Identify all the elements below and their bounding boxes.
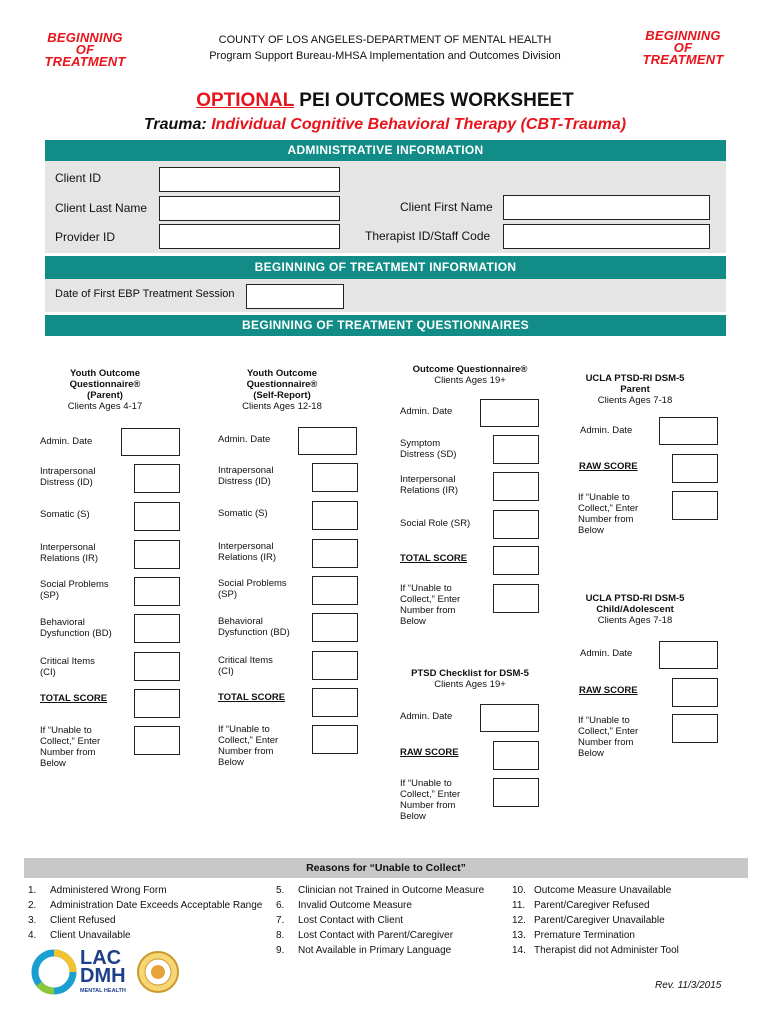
ucla-parent-heading: UCLA PTSD-RI DSM-5 Parent Clients Ages 7-18: [585, 373, 685, 406]
yoq-self-sp-field[interactable]: [312, 576, 358, 605]
reason-item: 7. Lost Contact with Client: [276, 915, 404, 926]
reasons-col-2: [276, 883, 506, 958]
first-ebp-date-label: Date of First EBP Treatment Session: [55, 288, 235, 300]
reason-item: 6. Invalid Outcome Measure: [276, 900, 412, 911]
county-seal-icon: [136, 950, 180, 994]
pcl-raw-label: RAW SCORE: [400, 747, 459, 758]
bot-info-header: BEGINNING OF TREATMENT INFORMATION: [45, 256, 726, 279]
yoq-self-admin-date-label: Admin. Date: [218, 434, 271, 445]
pcl-utc-label: If “Unable to Collect,” Enter Number from Below: [400, 778, 461, 822]
reason-item: 13. Premature Termination: [512, 930, 635, 941]
oq-admin-date-field[interactable]: [480, 399, 539, 427]
oq-ir-label: Interpersonal Relations (IR): [400, 474, 459, 496]
reason-item: 14. Therapist did not Administer Tool: [512, 945, 679, 956]
yoq-self-ci-field[interactable]: [312, 651, 358, 680]
oq-sr-label: Social Role (SR): [400, 518, 471, 529]
client-id-field[interactable]: [159, 167, 340, 192]
reason-item: 5. Clinician not Trained in Outcome Measure: [276, 885, 485, 896]
ucla-child-heading: UCLA PTSD-RI DSM-5 Child/Adolescent Clients Ages 7-18: [585, 593, 685, 626]
oq-utc-label: If “Unable to Collect,” Enter Number from Below: [400, 583, 461, 627]
yoq-self-heading: Youth Outcome Questionnaire® (Self-Report) Clients Ages 12-18: [242, 368, 322, 412]
yoq-parent-total-field[interactable]: [134, 689, 180, 718]
ucla-child-admin-date-field[interactable]: [659, 641, 718, 669]
client-last-name-label: Client Last Name: [55, 201, 148, 215]
ucla-parent-raw-label: RAW SCORE: [579, 461, 638, 472]
bot-label-right: BEGINNING OF TREATMENT: [642, 28, 724, 67]
yoq-self-ir-field[interactable]: [312, 539, 358, 568]
yoq-self-utc-label: If “Unable to Collect,” Enter Number from Below: [218, 724, 279, 768]
first-ebp-date-field[interactable]: [246, 284, 344, 309]
logo-sub-text: MENTAL HEALTH: [80, 988, 126, 994]
oq-sd-label: Symptom Distress (SD): [400, 438, 457, 460]
oq-ir-field[interactable]: [493, 472, 539, 501]
ucla-parent-raw-field[interactable]: [672, 454, 718, 483]
oq-utc-field[interactable]: [493, 584, 539, 613]
pcl-utc-field[interactable]: [493, 778, 539, 807]
reason-item: 11. Parent/Caregiver Refused: [512, 900, 650, 911]
reason-item: 10. Outcome Measure Unavailable: [512, 885, 672, 896]
yoq-self-total-label: TOTAL SCORE: [218, 692, 286, 703]
yoq-self-admin-date-field[interactable]: [298, 427, 357, 455]
yoq-parent-bd-field[interactable]: [134, 614, 180, 643]
oq-sr-field[interactable]: [493, 510, 539, 539]
client-first-name-label: Client First Name: [400, 200, 493, 214]
logo-ring-gold: [54, 953, 73, 972]
reason-item: 12. Parent/Caregiver Unavailable: [512, 915, 665, 926]
yoq-parent-bd-label: Behavioral Dysfunction (BD): [40, 617, 112, 639]
reason-item: 8. Lost Contact with Parent/Caregiver: [276, 930, 454, 941]
yoq-self-id-label: Intrapersonal Distress (ID): [218, 465, 274, 487]
pcl-admin-date-field[interactable]: [480, 704, 539, 732]
yoq-parent-total-label: TOTAL SCORE: [40, 693, 108, 704]
yoq-parent-admin-date-field[interactable]: [121, 428, 180, 456]
yoq-parent-ci-label: Critical Items (CI): [40, 656, 95, 678]
reasons-col-3: [512, 883, 752, 958]
oq-total-field[interactable]: [493, 546, 539, 575]
pcl-raw-field[interactable]: [493, 741, 539, 770]
reasons-header: Reasons for “Unable to Collect”: [24, 858, 748, 878]
yoq-self-s-label: Somatic (S): [218, 508, 268, 519]
reason-item: 1. Administered Wrong Form: [28, 885, 167, 896]
ucla-parent-utc-field[interactable]: [672, 491, 718, 520]
yoq-self-bd-label: Behavioral Dysfunction (BD): [218, 616, 290, 638]
ucla-child-raw-field[interactable]: [672, 678, 718, 707]
reason-item: 9. Not Available in Primary Language: [276, 945, 452, 956]
ucla-child-utc-field[interactable]: [672, 714, 718, 743]
reason-item: 2. Administration Date Exceeds Acceptable Range: [28, 900, 263, 911]
oq-heading: Outcome Questionnaire® Clients Ages 19+: [412, 364, 528, 386]
ucla-parent-admin-date-label: Admin. Date: [580, 425, 633, 436]
yoq-self-bd-field[interactable]: [312, 613, 358, 642]
ucla-parent-admin-date-field[interactable]: [659, 417, 718, 445]
therapist-id-label: Therapist ID/Staff Code: [365, 229, 491, 243]
county-seal: [136, 950, 180, 994]
therapist-id-field[interactable]: [503, 224, 710, 249]
yoq-parent-id-field[interactable]: [134, 464, 180, 493]
yoq-parent-utc-field[interactable]: [134, 726, 180, 755]
oq-admin-date-label: Admin. Date: [400, 406, 453, 417]
bot-label-left: BEGINNING OF TREATMENT: [44, 30, 126, 69]
yoq-parent-ir-label: Interpersonal Relations (IR): [40, 542, 99, 564]
logo-ring-green: [39, 984, 54, 991]
yoq-parent-sp-field[interactable]: [134, 577, 180, 606]
pcl-heading: PTSD Checklist for DSM-5 Clients Ages 19+: [411, 668, 529, 690]
yoq-self-ir-label: Interpersonal Relations (IR): [218, 541, 277, 563]
ucla-parent-utc-label: If “Unable to Collect,” Enter Number from Below: [578, 492, 639, 536]
client-last-name-field[interactable]: [159, 196, 340, 221]
page-title: OPTIONAL PEI OUTCOMES WORKSHEET: [196, 90, 574, 111]
yoq-parent-admin-date-label: Admin. Date: [40, 436, 93, 447]
yoq-self-sp-label: Social Problems (SP): [218, 578, 287, 600]
questionnaires-header: BEGINNING OF TREATMENT QUESTIONNAIRES: [45, 315, 726, 336]
yoq-self-utc-field[interactable]: [312, 725, 358, 754]
ucla-child-utc-label: If “Unable to Collect,” Enter Number from Below: [578, 715, 639, 759]
yoq-self-s-field[interactable]: [312, 501, 358, 530]
yoq-parent-sp-label: Social Problems (SP): [40, 579, 109, 601]
revision-date: Rev. 11/3/2015: [655, 980, 722, 991]
ucla-child-admin-date-label: Admin. Date: [580, 648, 633, 659]
ucla-child-raw-label: RAW SCORE: [579, 685, 638, 696]
reasons-col-1: [28, 883, 278, 943]
provider-id-label: Provider ID: [55, 230, 116, 244]
yoq-self-total-field[interactable]: [312, 688, 358, 717]
yoq-parent-ir-field[interactable]: [134, 540, 180, 569]
yoq-parent-ci-field[interactable]: [134, 652, 180, 681]
county-heading: COUNTY OF LOS ANGELES-DEPARTMENT OF MENTAL HEALTH Program Support Bureau-MHSA Implementation and Outcomes Division: [209, 34, 561, 62]
yoq-parent-s-field[interactable]: [134, 502, 180, 531]
logo-dmh-text: DMH: [80, 965, 126, 987]
client-id-label: Client ID: [55, 171, 102, 185]
yoq-self-ci-label: Critical Items (CI): [218, 655, 273, 677]
yoq-self-id-field[interactable]: [312, 463, 358, 492]
client-first-name-field[interactable]: [503, 195, 710, 220]
oq-total-label: TOTAL SCORE: [400, 553, 468, 564]
pcl-admin-date-label: Admin. Date: [400, 711, 453, 722]
provider-id-field[interactable]: [159, 224, 340, 249]
logo-lac-text: LAC: [80, 947, 122, 969]
reason-item: 3. Client Refused: [28, 915, 116, 926]
admin-section-header: ADMINISTRATIVE INFORMATION: [45, 140, 726, 161]
yoq-parent-id-label: Intrapersonal Distress (ID): [40, 466, 96, 488]
oq-sd-field[interactable]: [493, 435, 539, 464]
yoq-parent-heading: Youth Outcome Questionnaire® (Parent) Clients Ages 4-17: [67, 368, 143, 412]
reason-item: 4. Client Unavailable: [28, 930, 131, 941]
lacdmh-logo: [30, 946, 150, 998]
yoq-parent-s-label: Somatic (S): [40, 509, 90, 520]
yoq-parent-utc-label: If “Unable to Collect,” Enter Number from Below: [40, 725, 101, 769]
page-subtitle: Trauma: Individual Cognitive Behavioral Therapy (CBT-Trauma): [143, 116, 627, 133]
